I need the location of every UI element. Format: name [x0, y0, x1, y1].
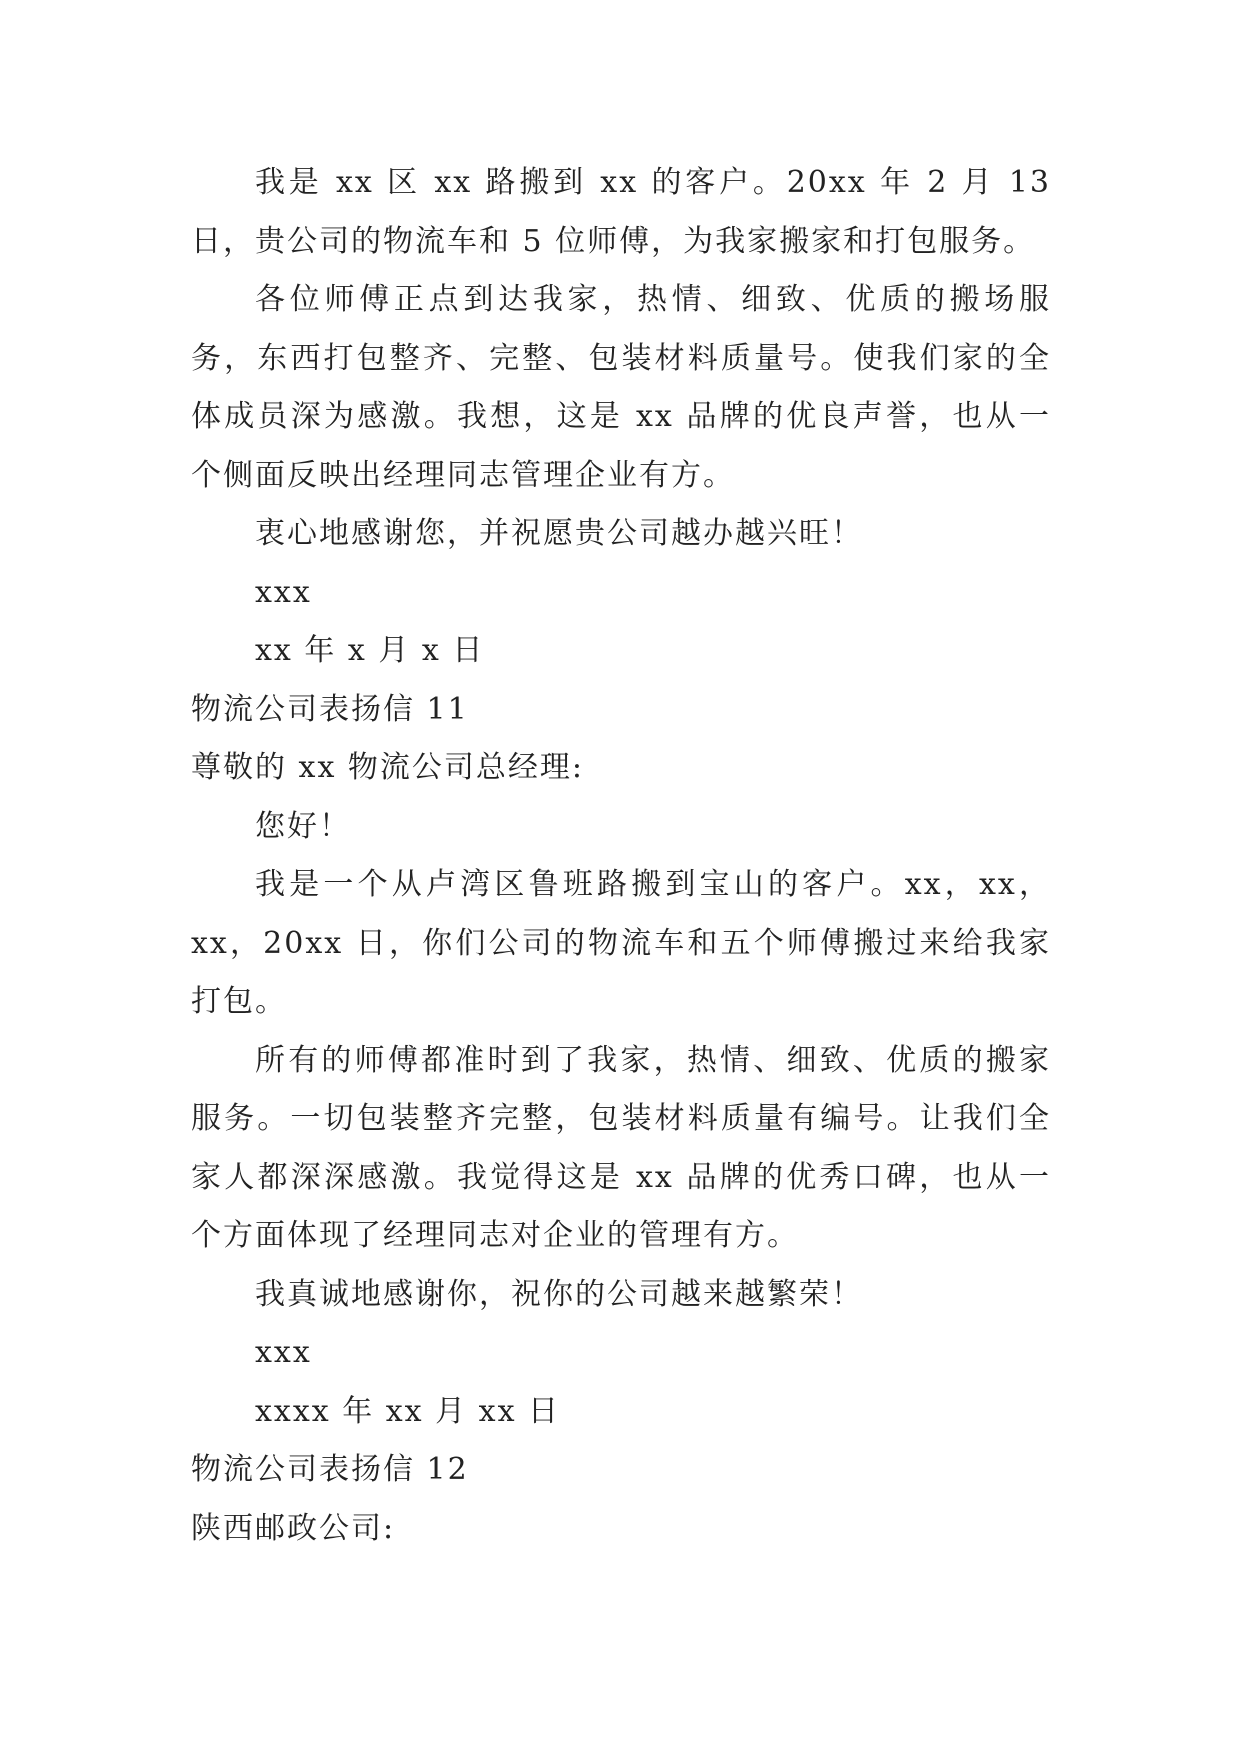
letter2-paragraph-1: 我是一个从卢湾区鲁班路搬到宝山的客户。xx，xx，xx，20xx 日，你们公司的物流车和五个师傅搬过来给我家打包。	[191, 867, 1051, 1019]
letter2-salutation: 尊敬的 xx 物流公司总经理:	[191, 750, 585, 785]
letter1-paragraph-3: 衷心地感谢您，并祝愿贵公司越办越兴旺！	[255, 516, 863, 551]
letter3-title: 物流公司表扬信 12	[191, 1452, 469, 1487]
letter3-salutation: 陕西邮政公司:	[191, 1510, 396, 1546]
letter2-date: xxxx 年 xx 月 xx 日	[255, 1393, 561, 1429]
letter2-paragraph-2: 所有的师傅都准时到了我家，热情、细致、优质的搬家服务。一切包装整齐完整，包装材料质量有编号。让我们全家人都深深感激。我觉得这是 xx 品牌的优秀口碑，也从一个方面体现了经理同志对企业的管理有方。	[191, 1042, 1051, 1253]
document-body	[191, 154, 1051, 1558]
letter1-signature: xxx	[255, 574, 312, 610]
letter2-greeting: 您好！	[255, 808, 351, 844]
letter2-paragraph-3: 我真诚地感谢你，祝你的公司越来越繁荣！	[255, 1276, 863, 1312]
letter1-date: xx 年 x 月 x 日	[255, 633, 485, 668]
letter2-title: 物流公司表扬信 11	[191, 691, 469, 727]
letter1-paragraph-1: 我是 xx 区 xx 路搬到 xx 的客户。20xx 年 2 月 13 日，贵公司的物流车和 5 位师傅，为我家搬家和打包服务。	[191, 165, 1051, 259]
letter1-paragraph-2: 各位师傅正点到达我家，热情、细致、优质的搬场服务，东西打包整齐、完整、包装材料质量号。使我们家的全体成员深为感激。我想，这是 xx 品牌的优良声誉，也从一个侧面反映出经理同志管理企业有方。	[191, 282, 1051, 493]
letter2-signature: xxx	[255, 1335, 312, 1370]
